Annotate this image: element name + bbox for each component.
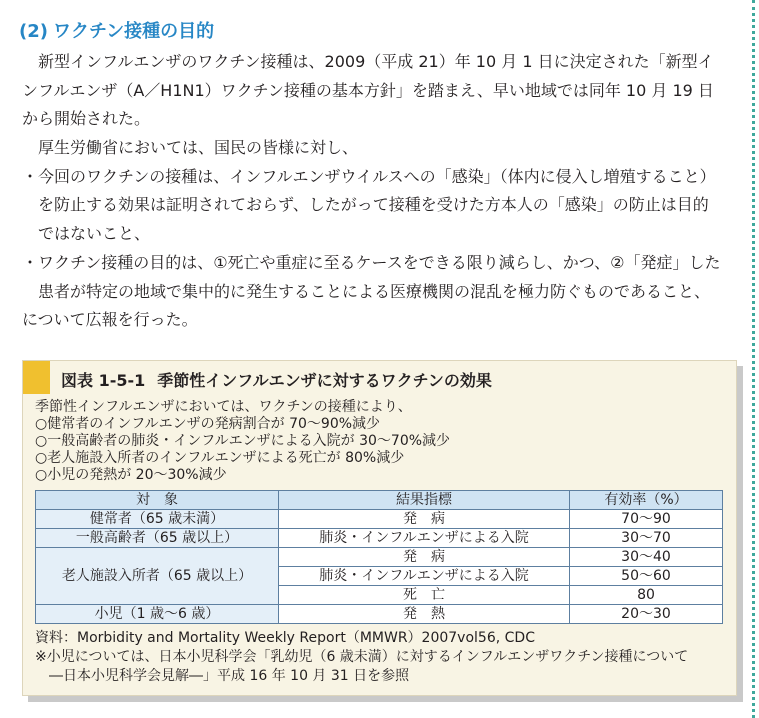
source-citation: 資料：Morbidity and Mortality Weekly Report（MMWR）2007vol56, CDC <box>35 630 535 646</box>
indicator-cell: 発 熱 <box>279 605 570 624</box>
section-body <box>22 48 738 335</box>
bullet-line: ではないこと、 <box>38 224 151 244</box>
efficacy-cell: 30～40 <box>570 548 723 567</box>
indicator-cell: 発 病 <box>279 510 570 529</box>
bullet-line: 今回のワクチンの接種は、インフルエンザウイルスへの「感染」（体内に侵入し増殖すること） <box>38 166 716 186</box>
figure-summary <box>35 399 450 484</box>
indicator-cell: 死 亡 <box>279 586 570 605</box>
figure-notes <box>35 629 688 686</box>
figure-title: 季節性インフルエンザに対するワクチンの効果 <box>157 371 492 390</box>
lead-sentence: 厚生労働省においては、国民の皆様に対し、 <box>38 138 359 158</box>
summary-lead: 季節性インフルエンザにおいては、ワクチンの接種により、 <box>35 399 412 415</box>
efficacy-cell: 80 <box>570 586 723 605</box>
section-heading <box>19 19 214 45</box>
note-line: ※小児については、日本小児科学会「乳幼児（6 歳未満）に対するインフルエンザワクチン接種について <box>35 649 689 665</box>
subject-cell: 一般高齢者（65 歳以上） <box>36 529 279 548</box>
table-row <box>36 605 723 624</box>
bullet-marker: ・ <box>22 252 39 272</box>
header-subject: 対 象 <box>36 491 279 510</box>
summary-item: ○健常者のインフルエンザの発病割合が 70～90%減少 <box>35 416 381 432</box>
efficacy-cell: 30～70 <box>570 529 723 548</box>
efficacy-cell: 50～60 <box>570 567 723 586</box>
subject-cell: 老人施設入所者（65 歳以上） <box>36 548 279 605</box>
efficacy-cell: 20～30 <box>570 605 723 624</box>
table-head <box>36 491 723 510</box>
bullet-text <box>22 249 738 306</box>
section-title: ワクチン接種の目的 <box>52 21 215 42</box>
figure-accent-square <box>23 361 50 394</box>
paragraph-line: ンフルエンザ（A／H1N1）ワクチン接種の基本方針」を踏まえ、早い地域では同年 10 月 19 日 <box>22 80 714 100</box>
figure-title-bar <box>61 370 492 392</box>
summary-item: ○老人施設入所者のインフルエンザによる死亡が 80%減少 <box>35 450 405 466</box>
subject-cell: 小児（1 歳～6 歳） <box>36 605 279 624</box>
efficacy-cell: 70～90 <box>570 510 723 529</box>
header-indicator: 結果指標 <box>279 491 570 510</box>
header-efficacy: 有効率（%） <box>570 491 723 510</box>
table-row <box>36 548 723 567</box>
closing-sentence: について広報を行った。 <box>22 310 198 330</box>
summary-item: ○小児の発熱が 20～30%減少 <box>35 467 227 483</box>
paragraph-line: 新型インフルエンザのワクチン接種は、2009（平成 21）年 10 月 1 日に決定された「新型イ <box>38 52 714 71</box>
indicator-cell: 発 病 <box>279 548 570 567</box>
table-header-row <box>36 491 723 510</box>
bullet-line: を防止する効果は証明されておらず、したがって接種を受けた方本人の「感染」の防止は目的 <box>38 195 709 215</box>
indicator-cell: 肺炎・インフルエンザによる入院 <box>279 529 570 548</box>
bullet-line: 患者が特定の地域で集中的に発生することによる医療機関の混乱を極力防ぐものであること、 <box>38 281 711 301</box>
figure-box <box>22 360 737 696</box>
summary-item: ○一般高齢者の肺炎・インフルエンザによる入院が 30～70%減少 <box>35 433 451 449</box>
bullet-text <box>22 163 738 249</box>
figure-label: 図表 1-5-1 <box>61 371 146 390</box>
table-body <box>36 510 723 624</box>
note-line: ―日本小児科学会見解―」平成 16 年 10 月 31 日を参照 <box>49 668 410 684</box>
paragraph-line: から開始された。 <box>22 109 151 129</box>
bullet-item <box>22 163 738 249</box>
intro-paragraph <box>22 48 738 134</box>
table-row <box>36 510 723 529</box>
vaccine-efficacy-table <box>35 490 723 624</box>
indicator-cell: 肺炎・インフルエンザによる入院 <box>279 567 570 586</box>
bullet-item <box>22 249 738 306</box>
bullet-marker: ・ <box>22 166 39 186</box>
section-number: (2) <box>19 21 48 42</box>
subject-cell: 健常者（65 歳未満） <box>36 510 279 529</box>
table-row <box>36 529 723 548</box>
margin-dotted-rule <box>752 0 755 718</box>
bullet-line: ワクチン接種の目的は、①死亡や重症に至るケースをできる限り減らし、かつ、②「発症」した <box>38 252 721 272</box>
